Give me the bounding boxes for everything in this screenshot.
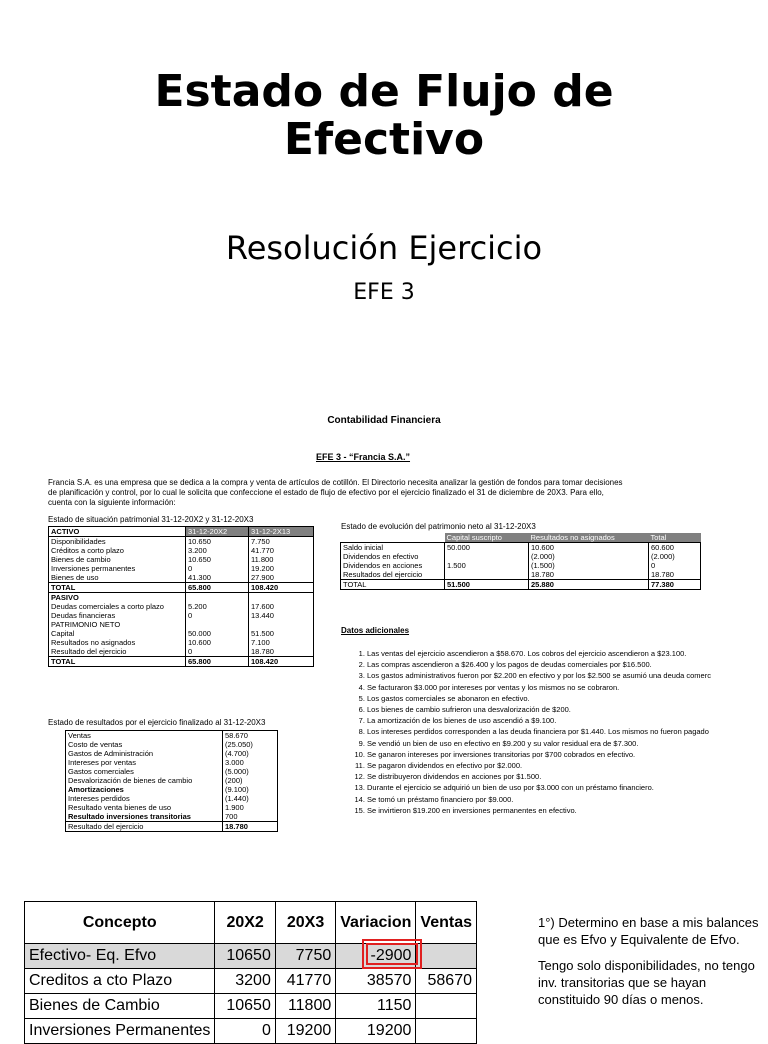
note-line: 1°) Determino en base a mis balances <box>538 915 759 930</box>
table-cell: Bienes de cambio <box>49 555 186 564</box>
table-row <box>25 1019 477 1044</box>
balance-caption: Estado de situación patrimonial 31-12-20X2 y 31-12-20X3 <box>48 515 254 524</box>
balance-header-row <box>49 527 314 537</box>
results-label: Desvalorización de bienes de cambio <box>66 776 223 785</box>
table-cell: 38570 <box>336 969 416 994</box>
work-header-cell: 20X2 <box>215 902 275 944</box>
table-cell <box>445 570 529 580</box>
table-cell: 13.440 <box>249 611 314 620</box>
table-cell <box>416 994 477 1019</box>
datos-item: 5. Los gastos comerciales se abonaron en efectivo. <box>367 693 768 704</box>
table-cell: 0 <box>215 1019 275 1044</box>
table-row <box>25 994 477 1019</box>
table-cell: Bienes de Cambio <box>25 994 215 1019</box>
table-cell: Disponibilidades <box>49 537 186 547</box>
table-cell <box>416 1019 477 1044</box>
results-value: 700 <box>223 812 278 822</box>
table-cell: 19200 <box>275 1019 335 1044</box>
doc-intro-line3: cuenta con la siguiente información: <box>48 498 176 507</box>
datos-item: 3. Los gastos administrativos fueron por $2.200 en efectivo y por los $2.500 se asumió una deuda comerc <box>367 670 768 681</box>
table-row <box>49 620 314 629</box>
table-cell: 7750 <box>275 944 335 969</box>
balance-header-cell: 31-12-20X2 <box>186 527 249 537</box>
work-header-cell: 20X3 <box>275 902 335 944</box>
table-cell: 51.500 <box>249 629 314 638</box>
variation-cell-highlighted: -2900 <box>336 944 416 969</box>
table-cell: 51.500 <box>445 580 529 590</box>
slide-title <box>0 68 768 164</box>
results-value: (25.050) <box>223 740 278 749</box>
table-cell: 7.100 <box>249 638 314 647</box>
datos-item: 9. Se vendió un bien de uso en efectivo en $9.200 y su valor residual era de $7.300. <box>367 738 768 749</box>
datos-item: 2. Las compras ascendieron a $26.400 y los pagos de deudas comerciales por $16.500. <box>367 659 768 670</box>
work-table <box>24 901 477 1044</box>
equity-total-row <box>341 580 701 590</box>
datos-title: Datos adicionales <box>341 626 410 635</box>
table-cell: Deudas comerciales a corto plazo <box>49 602 186 611</box>
table-cell: 41770 <box>275 969 335 994</box>
results-row <box>66 822 278 832</box>
note-line: constituido 90 días o menos. <box>538 992 704 1007</box>
table-cell: 5.200 <box>186 602 249 611</box>
doc-intro-line2: de planificación y control, por lo cual le solicita que confeccione el estado de flujo de efectivo por el ejercicio finalizado el 31 de diciembre de 20X3. Para ello, <box>48 488 604 497</box>
results-label: Costo de ventas <box>66 740 223 749</box>
results-value: 58.670 <box>223 731 278 741</box>
results-label: Intereses por ventas <box>66 758 223 767</box>
table-cell: 108.420 <box>249 657 314 667</box>
balance-header-cell: 31-12-2X13 <box>249 527 314 537</box>
table-cell: Capital suscripto <box>445 533 529 543</box>
table-cell: TOTAL <box>341 580 445 590</box>
results-row <box>66 758 278 767</box>
equity-table <box>340 533 701 590</box>
doc-intro <box>48 478 768 508</box>
table-cell: Capital <box>49 629 186 638</box>
results-row <box>66 812 278 822</box>
slide-subtitle: Resolución Ejercicio <box>225 229 543 267</box>
table-cell: Resultados no asignados <box>49 638 186 647</box>
work-header-cell: Variacion <box>336 902 416 944</box>
equity-caption: Estado de evolución del patrimonio neto al 31-12-20X3 <box>341 522 536 531</box>
table-cell: 10650 <box>215 944 275 969</box>
results-row <box>66 731 278 741</box>
datos-list <box>345 648 768 816</box>
slide-subtitle-code: EFE 3 <box>353 280 415 305</box>
table-cell: 77.380 <box>649 580 701 590</box>
table-cell: 18.780 <box>649 570 701 580</box>
table-cell: 60.600 <box>649 543 701 553</box>
results-row <box>66 803 278 812</box>
table-cell: Resultados del ejercicio <box>341 570 445 580</box>
table-cell: 0 <box>186 564 249 573</box>
note-line: Tengo solo disponibilidades, no tengo <box>538 958 755 973</box>
results-row <box>66 776 278 785</box>
table-cell: 18.780 <box>529 570 649 580</box>
table-cell: Creditos a cto Plazo <box>25 969 215 994</box>
table-cell: PASIVO <box>49 593 186 603</box>
results-label: Resultado del ejercicio <box>66 822 223 832</box>
datos-item: 7. La amortización de los bienes de uso ascendió a $9.100. <box>367 715 768 726</box>
results-value: 18.780 <box>223 822 278 832</box>
doc-exercise-title: EFE 3 - “Francia S.A.” <box>315 452 411 462</box>
slide-title-line2: Efectivo <box>283 114 485 165</box>
table-cell: 25.880 <box>529 580 649 590</box>
table-cell: Resultados no asignados <box>529 533 649 543</box>
table-cell <box>416 944 477 969</box>
table-row <box>341 561 701 570</box>
work-header-cell: Ventas <box>416 902 477 944</box>
table-row <box>341 543 701 553</box>
results-value: (4.700) <box>223 749 278 758</box>
datos-item: 15. Se invirtieron $19.200 en inversiones permanentes en efectivo. <box>367 805 768 816</box>
table-cell: 1.500 <box>445 561 529 570</box>
table-row <box>49 573 314 583</box>
table-row <box>49 564 314 573</box>
balance-table <box>48 526 314 667</box>
doc-intro-line1: Francia S.A. es una empresa que se dedica a la compra y venta de artículos de cotillón. El Directorio necesita analizar la gestión de fondos para tomar decisiones <box>48 478 623 487</box>
table-cell: Efectivo- Eq. Efvo <box>25 944 215 969</box>
table-row <box>49 647 314 657</box>
results-row <box>66 794 278 803</box>
table-cell <box>186 620 249 629</box>
table-cell: TOTAL <box>49 583 186 593</box>
table-cell: 50.000 <box>186 629 249 638</box>
table-row <box>49 602 314 611</box>
highlight-box-inner <box>366 943 418 965</box>
table-cell: 65.800 <box>186 657 249 667</box>
balance-pasivo-row <box>49 593 314 603</box>
table-cell: 7.750 <box>249 537 314 547</box>
datos-item: 12. Se distribuyeron dividendos en acciones por $1.500. <box>367 771 768 782</box>
table-cell: 0 <box>186 647 249 657</box>
datos-item: 14. Se tomó un préstamo financiero por $9.000. <box>367 794 768 805</box>
results-table <box>65 730 278 832</box>
table-row <box>25 969 477 994</box>
table-cell: Deudas financieras <box>49 611 186 620</box>
results-value: (9.100) <box>223 785 278 794</box>
table-cell: 17.600 <box>249 602 314 611</box>
datos-item: 8. Los intereses perdidos corresponden a las deuda financiera por $1.440. Los mismos no fueron pagado <box>367 726 768 737</box>
results-caption: Estado de resultados por el ejercicio finalizado al 31-12-20X3 <box>48 718 266 727</box>
table-row <box>49 555 314 564</box>
table-row <box>49 638 314 647</box>
balance-total-row <box>49 657 314 667</box>
table-cell <box>445 552 529 561</box>
datos-item: 13. Durante el ejercicio se adquirió un bien de uso por $3.000 con un préstamo financiero. <box>367 782 768 793</box>
table-cell: 11800 <box>275 994 335 1019</box>
table-cell: Créditos a corto plazo <box>49 546 186 555</box>
table-cell: 108.420 <box>249 583 314 593</box>
results-label: Amortizaciones <box>66 785 223 794</box>
table-cell: 10.600 <box>186 638 249 647</box>
table-cell: 27.900 <box>249 573 314 583</box>
results-label: Ventas <box>66 731 223 741</box>
datos-item: 1. Las ventas del ejercicio ascendieron a $58.670. Los cobros del ejercicio ascendieron a $23.100. <box>367 648 768 659</box>
balance-header-cell: ACTIVO <box>49 527 186 537</box>
table-cell: 18.780 <box>249 647 314 657</box>
results-label: Intereses perdidos <box>66 794 223 803</box>
table-cell <box>249 620 314 629</box>
table-cell <box>341 533 445 543</box>
table-cell: 41.770 <box>249 546 314 555</box>
table-cell: Dividendos en efectivo <box>341 552 445 561</box>
table-cell: 10650 <box>215 994 275 1019</box>
table-cell: (2.000) <box>529 552 649 561</box>
results-label: Gastos de Administración <box>66 749 223 758</box>
table-row <box>341 570 701 580</box>
results-value: 3.000 <box>223 758 278 767</box>
table-cell: Resultado del ejercicio <box>49 647 186 657</box>
datos-item: 11. Se pagaron dividendos en efectivo por $2.000. <box>367 760 768 771</box>
table-cell: (2.000) <box>649 552 701 561</box>
table-row <box>49 537 314 547</box>
results-value: (1.440) <box>223 794 278 803</box>
work-header-cell: Concepto <box>25 902 215 944</box>
table-cell: 50.000 <box>445 543 529 553</box>
table-cell: Total <box>649 533 701 543</box>
results-label: Gastos comerciales <box>66 767 223 776</box>
note-line: que es Efvo y Equivalente de Efvo. <box>538 932 740 947</box>
table-cell: 11.800 <box>249 555 314 564</box>
results-row <box>66 785 278 794</box>
table-cell: 1150 <box>336 994 416 1019</box>
results-row <box>66 767 278 776</box>
table-cell: Inversiones permanentes <box>49 564 186 573</box>
table-cell: 3.200 <box>186 546 249 555</box>
table-row <box>49 611 314 620</box>
results-row <box>66 740 278 749</box>
table-cell: Saldo inicial <box>341 543 445 553</box>
doc-header: Contabilidad Financiera <box>327 415 441 426</box>
table-cell: Bienes de uso <box>49 573 186 583</box>
table-cell: 19.200 <box>249 564 314 573</box>
table-cell: 10.600 <box>529 543 649 553</box>
table-cell: 10.650 <box>186 555 249 564</box>
results-label: Resultado venta bienes de uso <box>66 803 223 812</box>
results-label: Resultado inversiones transitorias <box>66 812 223 822</box>
note-line: inv. transitorias que se hayan <box>538 975 707 990</box>
table-cell: TOTAL <box>49 657 186 667</box>
equity-header-row <box>341 533 701 543</box>
table-cell: PATRIMONIO NETO <box>49 620 186 629</box>
table-row <box>341 552 701 561</box>
table-cell: 10.650 <box>186 537 249 547</box>
results-value: 1.900 <box>223 803 278 812</box>
table-cell: 0 <box>649 561 701 570</box>
table-cell: 19200 <box>336 1019 416 1044</box>
work-header-row <box>25 902 477 944</box>
table-cell: 0 <box>186 611 249 620</box>
balance-total-row <box>49 583 314 593</box>
table-cell: 65.800 <box>186 583 249 593</box>
notes <box>538 914 766 1008</box>
table-cell: 58670 <box>416 969 477 994</box>
table-cell: Dividendos en acciones <box>341 561 445 570</box>
table-row <box>49 546 314 555</box>
datos-item: 10. Se ganaron intereses por inversiones transitorias por $700 cobrados en efectivo. <box>367 749 768 760</box>
table-cell: (1.500) <box>529 561 649 570</box>
results-row <box>66 749 278 758</box>
results-value: (200) <box>223 776 278 785</box>
datos-item: 4. Se facturaron $3.000 por intereses por ventas y los mismos no se cobraron. <box>367 682 768 693</box>
table-cell: 3200 <box>215 969 275 994</box>
table-cell: 41.300 <box>186 573 249 583</box>
table-cell: Inversiones Permanentes <box>25 1019 215 1044</box>
datos-item: 6. Los bienes de cambio sufrieron una desvalorización de $200. <box>367 704 768 715</box>
table-row <box>49 629 314 638</box>
slide-title-line1: Estado de Flujo de <box>154 66 614 117</box>
results-value: (5.000) <box>223 767 278 776</box>
